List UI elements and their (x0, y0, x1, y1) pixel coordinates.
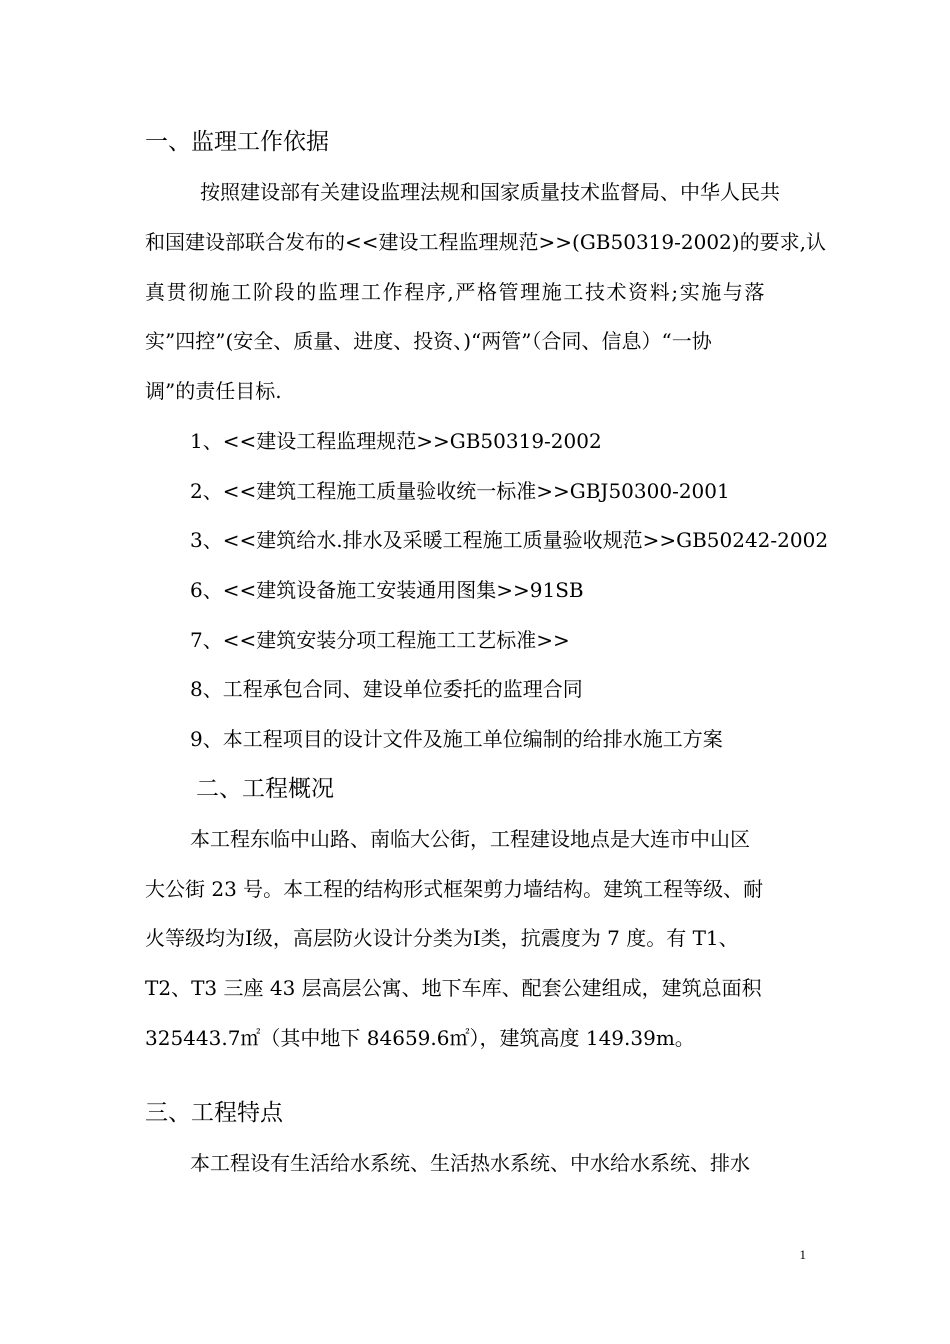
section-2-heading: 二、工程概况 (196, 776, 334, 802)
reference-item: 2、<<建筑工程施工质量验收统一标准>>GBJ50300-2001 (190, 479, 730, 503)
section-2-paragraph-line: 325443.7㎡（其中地下 84659.6㎡），建筑高度 149.39m。 (145, 1026, 695, 1050)
section-1-paragraph-line: 按照建设部有关建设监理法规和国家质量技术监督局、中华人民共 (200, 180, 780, 204)
reference-item: 7、<<建筑安装分项工程施工工艺标准>> (190, 628, 570, 652)
section-2-paragraph-line: 本工程东临中山路、南临大公街，工程建设地点是大连市中山区 (190, 827, 750, 851)
section-1-heading: 一、监理工作依据 (145, 129, 329, 155)
section-2-paragraph-line: 火等级均为Ⅰ级，高层防火设计分类为Ⅰ类，抗震度为 7 度。有 T1、 (145, 926, 739, 950)
reference-item: 8、工程承包合同、建设单位委托的监理合同 (190, 677, 583, 701)
reference-item: 1、<<建设工程监理规范>>GB50319-2002 (190, 429, 602, 453)
section-1-paragraph-line: 实”四控”(安全、质量、进度、投资、)“两管”（合同、信息）“一协 (145, 329, 712, 353)
reference-item: 9、本工程项目的设计文件及施工单位编制的给排水施工方案 (190, 727, 723, 751)
section-1-paragraph-line: 调”的责任目标. (145, 379, 282, 403)
section-3-paragraph-line: 本工程设有生活给水系统、生活热水系统、中水给水系统、排水 (190, 1151, 750, 1175)
reference-item: 6、<<建筑设备施工安装通用图集>>91SB (190, 578, 584, 602)
section-1-paragraph-line: 和国建设部联合发布的<<建设工程监理规范>>(GB50319-2002)的要求,认 (145, 230, 826, 254)
page-number: 1 (799, 1247, 806, 1262)
reference-item: 3、<<建筑给水.排水及采暖工程施工质量验收规范>>GB50242-2002 (190, 528, 829, 552)
section-2-paragraph-line: 大公街 23 号。本工程的结构形式框架剪力墙结构。建筑工程等级、耐 (145, 877, 764, 901)
section-2-paragraph-line: T2、T3 三座 43 层高层公寓、地下车库、配套公建组成，建筑总面积 (145, 976, 762, 1000)
section-3-heading: 三、工程特点 (145, 1100, 283, 1126)
section-1-paragraph-line: 真贯彻施工阶段的监理工作程序,严格管理施工技术资料;实施与落 (145, 280, 767, 304)
